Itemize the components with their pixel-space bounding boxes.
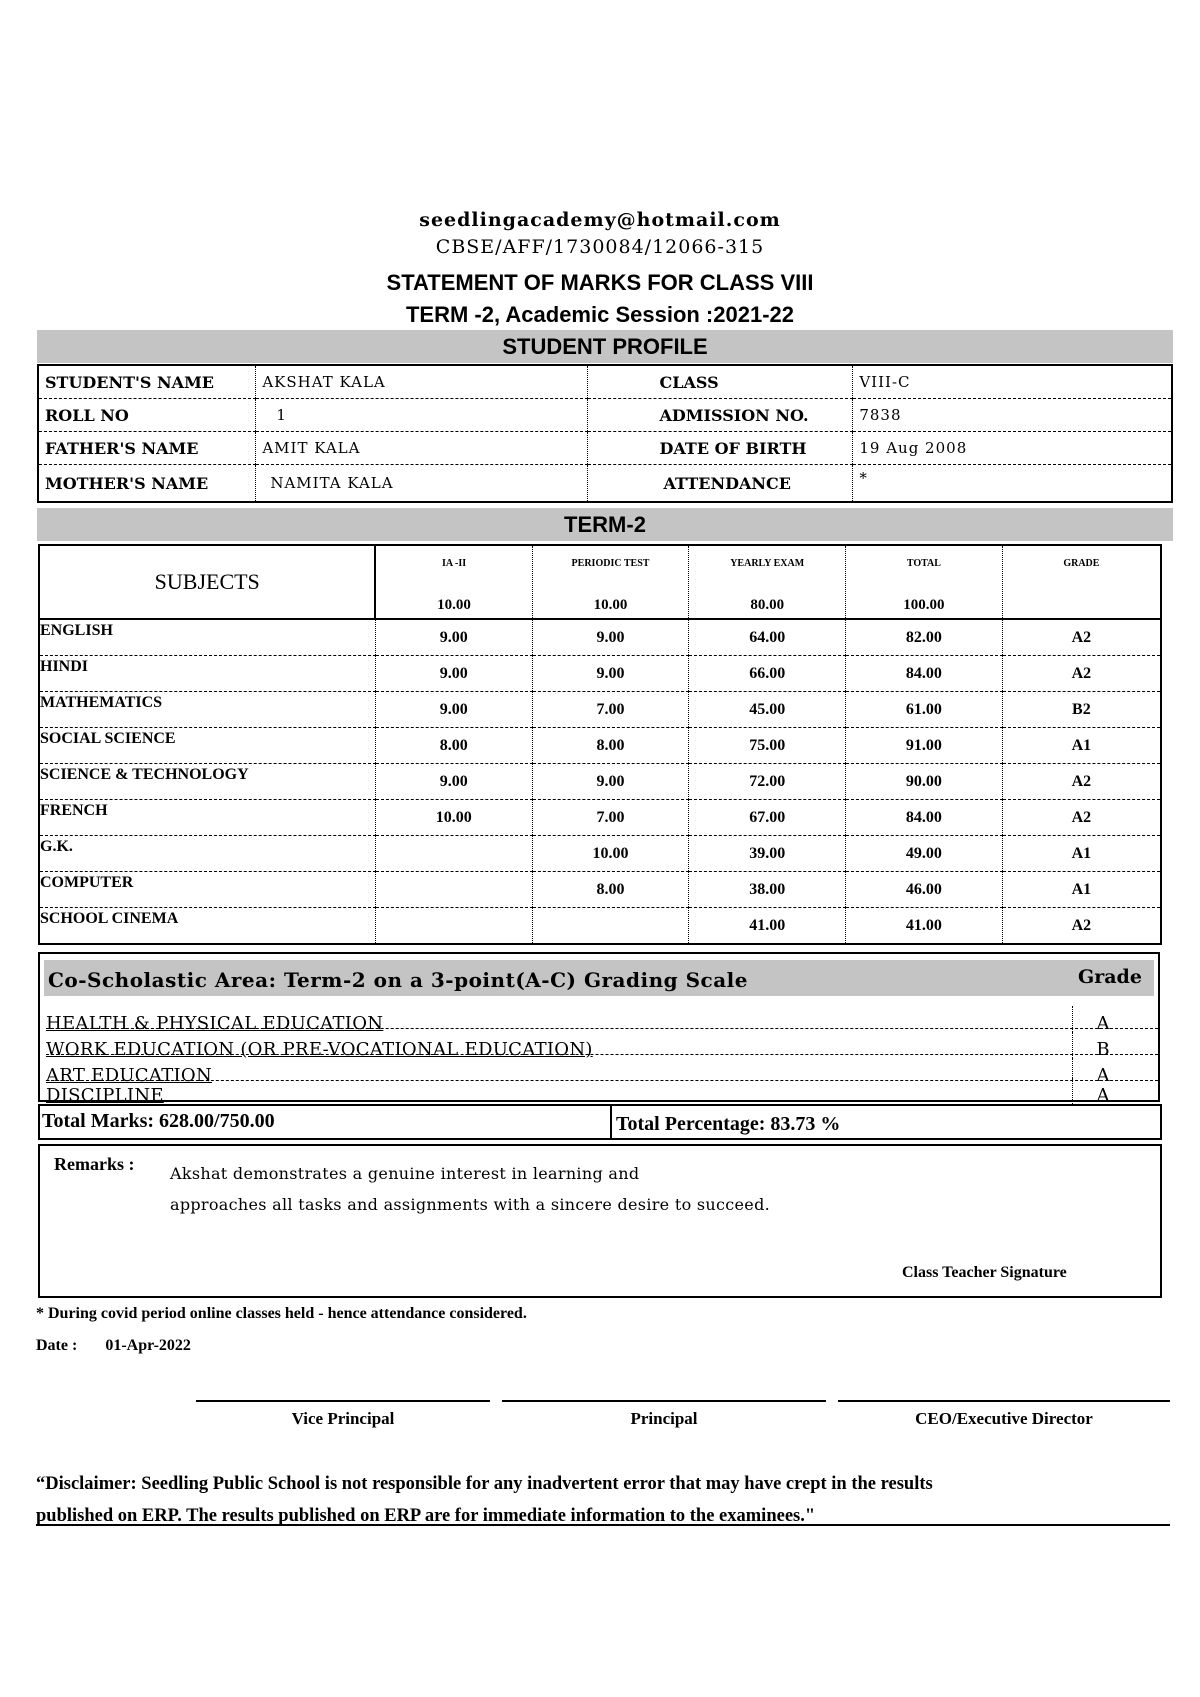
mark-total: 84.00 [846,656,1003,692]
column-header [1002,545,1161,619]
subject-name: HINDI [39,656,375,692]
subject-name: SOCIAL SCIENCE [39,728,375,764]
marks-header-row [39,545,1161,619]
school-email: seedlingacademy@hotmail.com [419,209,781,231]
remarks-line: Akshat demonstrates a genuine interest in learning and [170,1164,640,1183]
mark-ia: 9.00 [375,619,532,656]
subject-name: COMPUTER [39,872,375,908]
mark-grade: A2 [1002,764,1161,800]
profile-label: STUDENT'S NAME [38,365,256,399]
profile-label: CLASS [587,365,853,399]
co-scholastic-area: DISCIPLINE [46,1085,164,1106]
subject-row [39,872,1161,908]
vice-principal-signature-line [196,1400,490,1402]
column-name: TOTAL [906,558,941,569]
column-name: PERIODIC TEST [571,558,650,569]
mark-grade: A2 [1002,619,1161,656]
co-scholastic-section [38,952,1160,1106]
mark-total: 90.00 [846,764,1003,800]
column-name: IA -II [441,558,467,569]
co-scholastic-row [46,1028,1158,1060]
mark-pt: 7.00 [532,692,689,728]
principal-signature-line [502,1400,826,1402]
profile-value: * [853,465,1172,503]
co-scholastic-grade-header: Grade [1078,966,1142,988]
column-header [532,545,689,619]
mark-ia: 9.00 [375,764,532,800]
subject-row [39,800,1161,836]
mark-grade: A2 [1002,656,1161,692]
profile-value: AMIT KALA [256,432,587,465]
column-name: GRADE [1063,558,1100,569]
subject-name: FRENCH [39,800,375,836]
profile-row [38,465,1172,503]
profile-value: 19 Aug 2008 [853,432,1172,465]
affiliation-number: CBSE/AFF/1730084/12066-315 [435,236,765,258]
subject-row [39,656,1161,692]
subject-name: SCIENCE & TECHNOLOGY [39,764,375,800]
subject-name: ENGLISH [39,619,375,656]
mark-ia: 8.00 [375,728,532,764]
mark-ye: 75.00 [689,728,846,764]
mark-grade: A2 [1002,800,1161,836]
subject-row [39,836,1161,872]
profile-value: NAMITA KALA [256,465,587,503]
profile-value: 1 [256,399,587,432]
profile-value: AKSHAT KALA [256,365,587,399]
profile-label: ROLL NO [38,399,256,432]
subject-name: SCHOOL CINEMA [40,910,179,927]
attendance-note: * During covid period online classes held - hence attendance considered. [36,1305,527,1322]
disclaimer [36,1468,1170,1532]
column-max: 10.00 [437,597,471,613]
profile-label: DATE OF BIRTH [587,432,853,465]
marks-table [38,544,1162,945]
mark-total: 84.00 [846,800,1003,836]
co-scholastic-area: WORK EDUCATION (OR PRE-VOCATIONAL EDUCATION) [46,1039,593,1060]
mark-pt: 7.00 [532,800,689,836]
mark-total: 41.00 [846,908,1003,945]
total-marks: Total Marks: 628.00/750.00 [42,1110,275,1132]
profile-row [38,365,1172,399]
mark-ia: 9.00 [375,656,532,692]
mark-pt: 9.00 [532,619,689,656]
mark-ye: 66.00 [689,656,846,692]
subject-name: MATHEMATICS [39,692,375,728]
mark-total: 61.00 [846,692,1003,728]
mark-ia [375,836,532,872]
subject-row [39,619,1161,656]
mark-ia: 9.00 [375,692,532,728]
profile-label: FATHER'S NAME [38,432,256,465]
disclaimer-line: “Disclaimer: Seedling Public School is not responsible for any inadvertent error that may have crept in the results [36,1474,933,1494]
profile-label: ATTENDANCE [587,465,853,503]
mark-ia [375,872,532,908]
mark-ye: 39.00 [689,836,846,872]
totals-bar [38,1104,1162,1140]
remarks-label: Remarks : [54,1154,135,1174]
student-profile-table [37,364,1173,503]
remarks-text [170,1158,770,1220]
issue-date [36,1337,191,1355]
column-max: 100.00 [903,597,945,613]
subject-row [39,764,1161,800]
mark-pt: 9.00 [532,764,689,800]
mark-pt [532,908,689,945]
mark-ye: 38.00 [689,872,846,908]
co-scholastic-row [46,1002,1158,1034]
mark-total: 46.00 [846,872,1003,908]
mark-total: 82.00 [846,619,1003,656]
mark-ia: 10.00 [375,800,532,836]
co-scholastic-grade: A [1072,1058,1133,1084]
co-scholastic-area: ART EDUCATION [46,1065,213,1086]
profile-row [38,432,1172,465]
mark-total: 49.00 [846,836,1003,872]
mark-grade: B2 [1002,692,1161,728]
co-scholastic-area: HEALTH & PHYSICAL EDUCATION [46,1013,384,1034]
date-label: Date : [36,1337,78,1354]
mark-total: 91.00 [846,728,1003,764]
marks-body [39,619,1161,944]
mark-ye: 67.00 [689,800,846,836]
mark-pt: 8.00 [532,872,689,908]
mark-ye: 45.00 [689,692,846,728]
column-max: 80.00 [750,597,785,613]
student-profile-band: STUDENT PROFILE [37,330,1173,363]
co-scholastic-grade: B [1072,1032,1133,1058]
co-scholastic-grade: A [1072,1006,1133,1032]
column-header [375,545,532,619]
term-session: TERM -2, Academic Session :2021-22 [405,302,794,327]
column-max: 10.00 [593,597,628,613]
profile-row [38,399,1172,432]
mark-pt: 10.00 [532,836,689,872]
remarks-box [38,1144,1162,1298]
date-value: 01-Apr-2022 [105,1337,191,1354]
subject-row [39,908,1161,945]
class-teacher-signature: Class Teacher Signature [902,1264,1067,1281]
principal-label: Principal [630,1409,698,1428]
profile-value: VIII-C [853,365,1172,399]
profile-label: MOTHER'S NAME [45,473,209,493]
disclaimer-line: published on ERP. The results published on ERP are for immediate information to the examinees." [36,1506,816,1526]
profile-label: ADMISSION NO. [587,399,853,432]
subject-name: G.K. [39,836,375,872]
vice-principal-label: Vice Principal [291,1409,395,1428]
mark-grade: A1 [1002,728,1161,764]
mark-pt: 9.00 [532,656,689,692]
mark-grade: A1 [1002,872,1161,908]
profile-value: 7838 [853,399,1172,432]
co-scholastic-grade: A [1072,1078,1133,1104]
ceo-label: CEO/Executive Director [915,1409,1093,1428]
ceo-signature-line [838,1400,1170,1402]
subject-row [39,728,1161,764]
column-header [846,545,1003,619]
co-scholastic-row [46,1074,1158,1106]
mark-pt: 8.00 [532,728,689,764]
remarks-line: approaches all tasks and assignments with a sincere desire to succeed. [170,1195,770,1214]
mark-grade: A1 [1002,836,1161,872]
column-header [689,545,846,619]
total-percentage: Total Percentage: 83.73 % [610,1106,840,1138]
co-scholastic-title: Co-Scholastic Area: Term-2 on a 3-point(A-C) Grading Scale [48,968,748,992]
mark-ye: 72.00 [689,764,846,800]
mark-ia [375,908,532,945]
subjects-header: SUBJECTS [39,545,375,619]
mark-grade: A2 [1002,908,1161,945]
term-band: TERM-2 [37,508,1173,541]
page-title: STATEMENT OF MARKS FOR CLASS VIII [386,270,814,295]
mark-ye: 64.00 [689,619,846,656]
disclaimer-underline [36,1524,1170,1526]
column-name: YEARLY EXAM [730,558,805,569]
mark-ye: 41.00 [689,908,846,945]
subject-row [39,692,1161,728]
